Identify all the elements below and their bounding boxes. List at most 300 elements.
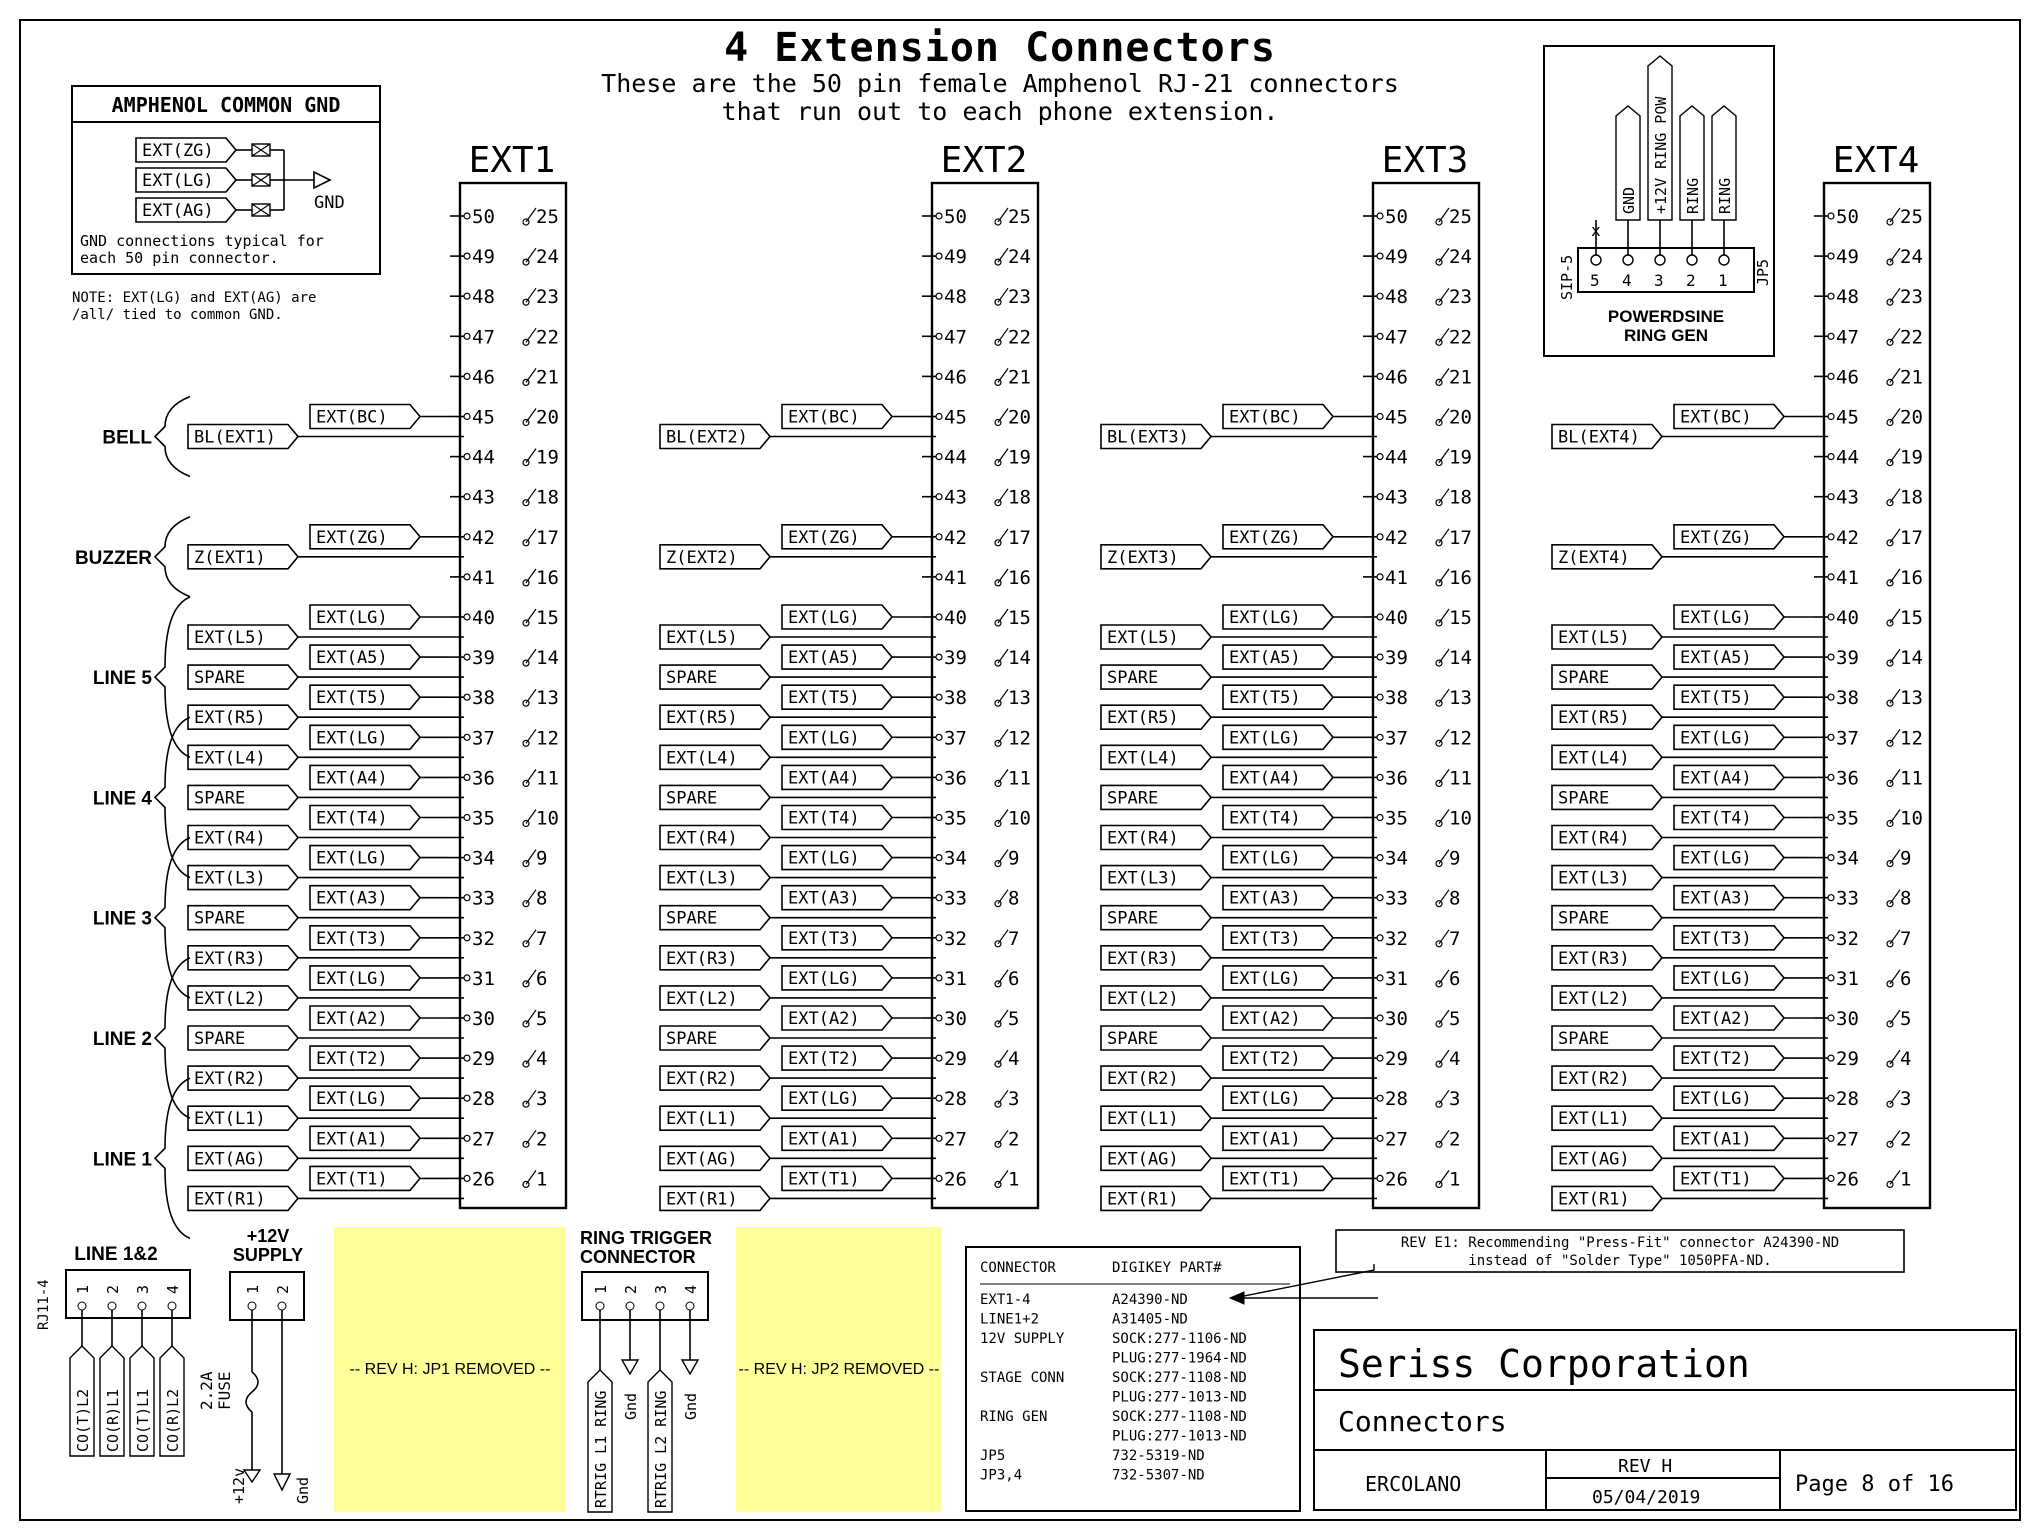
signal-label-3-39-text: EXT(A5) — [1680, 648, 1752, 669]
pin-number: 34 — [1385, 847, 1408, 870]
ring-gen-pin — [1687, 255, 1697, 265]
signal-label-0-q13-text: EXT(R5) — [194, 708, 266, 729]
pin-stub — [1890, 850, 1900, 864]
pin-number: 47 — [1836, 326, 1859, 349]
group-bracket — [155, 597, 190, 757]
pin-number: 15 — [1008, 607, 1031, 629]
pin-stub — [526, 609, 536, 623]
pin-number: 36 — [1385, 767, 1408, 790]
pin-stub — [1439, 649, 1449, 663]
ring-gen-left: SIP-5 — [1558, 254, 1576, 300]
pin-stub — [526, 850, 536, 864]
date: 05/04/2019 — [1592, 1487, 1701, 1508]
pin-number: 29 — [944, 1048, 967, 1071]
fuse-label: 2.2A — [197, 1371, 216, 1410]
pin-number: 34 — [944, 847, 967, 870]
pin-dot — [1377, 1095, 1383, 1101]
pin-number: 45 — [944, 406, 967, 429]
pin-number: 17 — [1900, 526, 1923, 549]
pin-dot — [936, 1055, 942, 1061]
pin-stub — [526, 569, 536, 583]
pin-dot — [464, 734, 470, 740]
pin-number: 33 — [1836, 887, 1859, 910]
pin-number: 6 — [1008, 967, 1020, 990]
pin-stub — [998, 1010, 1008, 1024]
pin-number: 22 — [1008, 326, 1031, 349]
pin-number: 27 — [944, 1128, 967, 1151]
pin-dot — [1828, 333, 1834, 339]
pin-number: 35 — [944, 807, 967, 830]
pin-stub — [1890, 609, 1900, 623]
signal-label-1-38-text: EXT(T5) — [788, 688, 860, 709]
signal-label-2-29-text: EXT(T2) — [1229, 1049, 1301, 1070]
ring-trigger-gnd: Gnd — [622, 1392, 640, 1420]
pin-dot — [936, 494, 942, 500]
parts-header: CONNECTOR — [980, 1260, 1056, 1276]
pin-dot — [1377, 414, 1383, 420]
pin-number: 18 — [1008, 486, 1031, 509]
pin-stub — [1890, 729, 1900, 743]
pin-number: 14 — [1449, 647, 1472, 670]
pin-number: 31 — [1385, 967, 1408, 990]
line12-pin: 3 — [134, 1284, 152, 1294]
pin-dot — [1828, 614, 1834, 620]
signal-label-0-q17-text: Z(EXT1) — [194, 547, 266, 568]
pin-dot — [464, 373, 470, 379]
ring-gen-signal-text: +12V RING POW — [1652, 96, 1670, 214]
pin-number: 24 — [1449, 246, 1472, 269]
pin-dot — [1377, 895, 1383, 901]
pin-number: 40 — [1836, 607, 1859, 629]
supply-pos: +12v — [230, 1467, 248, 1504]
pin-number: 19 — [1449, 446, 1472, 469]
signal-label-3-q6-text: EXT(L2) — [1558, 988, 1630, 1009]
group-label-line-5: LINE 5 — [92, 668, 152, 690]
pin-number: 18 — [1900, 486, 1923, 509]
page-title: 4 Extension Connectors — [724, 25, 1276, 71]
pin-number: 16 — [1008, 566, 1031, 589]
pin-stub — [998, 850, 1008, 864]
pin-number: 37 — [1836, 727, 1859, 750]
signal-label-0-q12-text: EXT(L4) — [194, 748, 266, 769]
pin-dot — [464, 213, 470, 219]
pin-number: 9 — [1449, 847, 1461, 870]
signal-label-2-27-text: EXT(A1) — [1229, 1129, 1301, 1150]
signal-label-2-39-text: EXT(A5) — [1229, 648, 1301, 669]
pin-number: 2 — [1900, 1128, 1912, 1151]
signal-label-3-35-text: EXT(T4) — [1680, 808, 1752, 829]
gnd-note: NOTE: EXT(LG) and EXT(AG) are — [72, 290, 317, 306]
ring-trigger-title: RING TRIGGER — [580, 1228, 713, 1248]
pin-number: 30 — [1385, 1008, 1408, 1030]
pin-number: 17 — [1449, 526, 1472, 549]
signal-label-1-30-text: EXT(A2) — [788, 1009, 860, 1029]
pin-number: 26 — [1385, 1168, 1408, 1191]
signal-label-2-32-text: EXT(T3) — [1229, 928, 1301, 949]
pin-dot — [1377, 855, 1383, 861]
parts-cell: JP5 — [980, 1448, 1006, 1464]
pin-stub — [1439, 729, 1449, 743]
pin-stub — [998, 1050, 1008, 1064]
parts-header: DIGIKEY PART# — [1112, 1260, 1222, 1276]
pin-number: 18 — [536, 486, 559, 509]
group-bracket — [155, 1078, 190, 1238]
pin-number: 39 — [944, 647, 967, 670]
pin-number: 38 — [472, 687, 495, 710]
pin-number: 23 — [1008, 286, 1031, 309]
pin-dot — [936, 774, 942, 780]
pin-number: 10 — [1449, 807, 1472, 830]
pin-number: 12 — [536, 727, 559, 750]
pin-number: 45 — [1836, 406, 1859, 429]
pin-number: 46 — [1836, 366, 1859, 389]
signal-label-3-q7-text: EXT(R3) — [1558, 948, 1630, 969]
pin-number: 32 — [472, 927, 495, 950]
pin-stub — [1439, 1010, 1449, 1024]
signal-label-2-q10-text: EXT(R4) — [1107, 828, 1179, 849]
pin-dot — [464, 855, 470, 861]
signal-label-3-q8-text: SPARE — [1558, 908, 1610, 929]
pin-number: 21 — [1900, 366, 1923, 389]
pin-dot — [936, 734, 942, 740]
group-label-line-2: LINE 2 — [92, 1029, 152, 1050]
ring-gen-signal-text: RING — [1684, 177, 1702, 214]
gnd-label: GND — [314, 193, 345, 213]
parts-cell: LINE1+2 — [980, 1311, 1040, 1328]
ring-gen-nc: x — [1591, 221, 1601, 240]
revision: REV H — [1618, 1456, 1673, 1477]
signal-label-3-40-text: EXT(LG) — [1680, 608, 1752, 628]
signal-label-2-q15-text: EXT(L5) — [1107, 628, 1179, 648]
pin-number: 24 — [1900, 246, 1923, 269]
pin-number: 21 — [536, 366, 559, 389]
pin-number: 17 — [536, 526, 559, 549]
group-label-bell: BELL — [102, 427, 152, 449]
pin-dot — [464, 1175, 470, 1181]
pin-number: 30 — [1836, 1008, 1859, 1030]
signal-label-1-39-text: EXT(A5) — [788, 648, 860, 669]
pin-number: 19 — [536, 446, 559, 469]
pin-dot — [1377, 574, 1383, 580]
pin-number: 49 — [944, 246, 967, 269]
pin-number: 40 — [944, 607, 967, 629]
pin-stub — [998, 208, 1008, 222]
pin-dot — [936, 1095, 942, 1101]
pin-stub — [526, 769, 536, 783]
signal-label-1-q2-text: EXT(AG) — [666, 1149, 738, 1170]
ring-gen-signal-text: GND — [1620, 186, 1638, 214]
pin-stub — [526, 810, 536, 824]
pin-number: 14 — [1900, 647, 1923, 670]
signal-label-0-q10-text: EXT(R4) — [194, 828, 266, 849]
pin-number: 27 — [1385, 1128, 1408, 1151]
pin-dot — [1377, 935, 1383, 941]
pin-number: 27 — [472, 1128, 495, 1151]
signal-label-3-32-text: EXT(T3) — [1680, 928, 1752, 949]
signal-label-0-40-text: EXT(LG) — [316, 608, 388, 628]
signal-label-0-q11-text: SPARE — [194, 788, 246, 809]
pin-dot — [1828, 1055, 1834, 1061]
signal-label-0-42-text: EXT(ZG) — [316, 527, 388, 548]
pin-dot — [1377, 734, 1383, 740]
signal-label-2-q3-text: EXT(L1) — [1107, 1109, 1179, 1130]
pin-number: 18 — [1449, 486, 1472, 509]
pin-number: 47 — [944, 326, 967, 349]
pin-dot — [936, 1175, 942, 1181]
parts-cell: 12V SUPPLY — [980, 1331, 1065, 1347]
pin-dot — [464, 614, 470, 620]
pin-dot — [936, 333, 942, 339]
pin-dot — [1828, 1135, 1834, 1141]
signal-label-1-34-text: EXT(LG) — [788, 848, 860, 869]
pin-stub — [1439, 850, 1449, 864]
signal-label-1-28-text: EXT(LG) — [788, 1089, 860, 1110]
signal-label-3-q15-text: EXT(L5) — [1558, 628, 1630, 648]
signal-label-0-37-text: EXT(LG) — [316, 728, 388, 749]
pin-number: 38 — [944, 687, 967, 710]
pin-dot — [936, 614, 942, 620]
pin-stub — [1439, 890, 1449, 904]
pin-number: 28 — [944, 1088, 967, 1111]
pin-dot — [1377, 373, 1383, 379]
pin-number: 33 — [472, 887, 495, 910]
group-label-line-1: LINE 1 — [92, 1149, 152, 1171]
pin-stub — [1439, 328, 1449, 342]
signal-label-3-q10-text: EXT(R4) — [1558, 828, 1630, 849]
pin-dot — [464, 574, 470, 580]
signal-label-1-42-text: EXT(ZG) — [788, 527, 860, 548]
pin-number: 22 — [536, 326, 559, 349]
pin-number: 36 — [472, 767, 495, 790]
pin-number: 11 — [1008, 767, 1031, 790]
pin-number: 48 — [472, 286, 495, 309]
pin-number: 28 — [1385, 1088, 1408, 1111]
signal-label-1-q14-text: SPARE — [666, 668, 718, 689]
signal-label-1-26-text: EXT(T1) — [788, 1169, 860, 1190]
pin-number: 42 — [944, 526, 967, 549]
pin-number: 39 — [472, 647, 495, 670]
signal-label-0-27-text: EXT(A1) — [316, 1129, 388, 1150]
supply-title: +12V — [246, 1226, 290, 1246]
pin-number: 11 — [1900, 767, 1923, 790]
signal-label-2-q7-text: EXT(R3) — [1107, 948, 1179, 969]
pin-number: 48 — [1385, 286, 1408, 309]
pin-number: 41 — [1836, 566, 1859, 589]
signal-label-0-35-text: EXT(T4) — [316, 808, 388, 829]
signal-label-3-28-text: EXT(LG) — [1680, 1089, 1752, 1110]
pin-number: 15 — [1900, 607, 1923, 629]
signal-label-1-q1-text: EXT(R1) — [666, 1189, 738, 1210]
pin-stub — [1890, 489, 1900, 503]
pin-dot — [936, 213, 942, 219]
parts-cell: EXT1-4 — [980, 1292, 1031, 1308]
parts-cell: SOCK:277-1106-ND — [1112, 1331, 1247, 1347]
pin-dot — [1828, 734, 1834, 740]
pin-dot — [936, 534, 942, 540]
pin-dot — [1377, 253, 1383, 259]
pin-number: 43 — [1385, 486, 1408, 509]
signal-label-3-45-text: EXT(BC) — [1680, 407, 1752, 428]
signal-label-2-33-text: EXT(A3) — [1229, 888, 1301, 909]
pin-number: 6 — [536, 967, 548, 990]
signal-label-0-q1-text: EXT(R1) — [194, 1189, 266, 1210]
connector-title-ext3: EXT3 — [1381, 140, 1469, 181]
supply-gnd: Gnd — [294, 1476, 312, 1504]
signal-label-2-q1-text: EXT(R1) — [1107, 1189, 1179, 1210]
pin-dot — [1377, 614, 1383, 620]
pin-number: 40 — [472, 607, 495, 629]
pin-stub — [1890, 1130, 1900, 1144]
connector-title-ext4: EXT4 — [1832, 140, 1920, 181]
pin-dot — [1377, 1055, 1383, 1061]
ring-gen-pin-num: 4 — [1622, 271, 1632, 290]
signal-label-0-q2-text: EXT(AG) — [194, 1149, 266, 1170]
pin-stub — [1890, 810, 1900, 824]
pin-stub — [1890, 328, 1900, 342]
pin-dot — [1377, 534, 1383, 540]
signal-label-0-45-text: EXT(BC) — [316, 407, 388, 428]
pin-stub — [526, 288, 536, 302]
pin-number: 43 — [1836, 486, 1859, 509]
ring-gen-pin-num: 3 — [1654, 271, 1664, 290]
signal-label-2-q11-text: SPARE — [1107, 788, 1159, 809]
pin-number: 2 — [536, 1128, 548, 1151]
pin-dot — [1828, 534, 1834, 540]
pin-stub — [998, 288, 1008, 302]
pin-number: 22 — [1900, 326, 1923, 349]
pin-number: 24 — [1008, 246, 1031, 269]
signal-label-3-q13-text: EXT(R5) — [1558, 708, 1630, 729]
pin-number: 15 — [536, 607, 559, 629]
pin-number: 6 — [1449, 967, 1461, 990]
pin-stub — [1890, 248, 1900, 262]
pin-stub — [1439, 769, 1449, 783]
pin-number: 37 — [472, 727, 495, 750]
line12-dot — [168, 1302, 176, 1310]
pin-number: 10 — [536, 807, 559, 830]
pin-number: 21 — [1449, 366, 1472, 389]
pin-dot — [464, 454, 470, 460]
pin-number: 25 — [1008, 206, 1031, 228]
signal-label-1-40-text: EXT(LG) — [788, 608, 860, 628]
parts-cell: JP3,4 — [980, 1467, 1023, 1484]
pin-number: 47 — [472, 326, 495, 349]
pin-number: 5 — [536, 1008, 548, 1030]
pin-number: 16 — [1449, 566, 1472, 589]
pin-number: 29 — [472, 1048, 495, 1071]
pin-number: 25 — [536, 206, 559, 228]
signal-label-3-37-text: EXT(LG) — [1680, 728, 1752, 749]
pin-stub — [998, 1170, 1008, 1184]
parts-cell: A24390-ND — [1112, 1292, 1188, 1308]
pin-number: 46 — [944, 366, 967, 389]
gnd-caption: GND connections typical for — [80, 232, 324, 250]
pin-stub — [1439, 930, 1449, 944]
pin-dot — [464, 333, 470, 339]
common-gnd-pin-0-text: EXT(ZG) — [142, 141, 214, 161]
pin-number: 3 — [1900, 1088, 1912, 1111]
signal-label-0-33-text: EXT(A3) — [316, 888, 388, 909]
signal-label-3-31-text: EXT(LG) — [1680, 968, 1752, 989]
connector-title-ext2: EXT2 — [940, 140, 1028, 181]
signal-label-3-33-text: EXT(A3) — [1680, 888, 1752, 909]
signal-label-1-31-text: EXT(LG) — [788, 968, 860, 989]
pin-stub — [998, 409, 1008, 423]
pin-number: 23 — [1900, 286, 1923, 309]
pin-dot — [464, 774, 470, 780]
line12-pin: 2 — [104, 1284, 122, 1294]
signal-label-0-38-text: EXT(T5) — [316, 688, 388, 709]
signal-label-3-27-text: EXT(A1) — [1680, 1129, 1752, 1150]
pin-number: 45 — [472, 406, 495, 429]
pin-stub — [526, 248, 536, 262]
signal-label-1-37-text: EXT(LG) — [788, 728, 860, 749]
pin-stub — [1890, 208, 1900, 222]
pin-dot — [1828, 1175, 1834, 1181]
pin-dot — [464, 815, 470, 821]
pin-dot — [464, 494, 470, 500]
ring-trigger-dot — [656, 1302, 664, 1310]
pin-number: 32 — [1836, 927, 1859, 950]
signal-label-2-q14-text: SPARE — [1107, 668, 1159, 689]
pin-stub — [526, 1170, 536, 1184]
ring-trigger-title: CONNECTOR — [580, 1247, 696, 1267]
pin-number: 4 — [1900, 1048, 1912, 1071]
pin-dot — [1828, 253, 1834, 259]
pin-number: 45 — [1385, 406, 1408, 429]
pin-number: 50 — [1836, 206, 1859, 228]
signal-label-3-26-text: EXT(T1) — [1680, 1169, 1752, 1190]
pin-number: 16 — [536, 566, 559, 589]
gnd-symbol — [274, 1474, 290, 1490]
signal-label-0-26-text: EXT(T1) — [316, 1169, 388, 1190]
pin-dot — [464, 253, 470, 259]
rev-arrowhead — [1230, 1292, 1244, 1304]
pin-number: 44 — [472, 446, 495, 469]
pin-number: 1 — [1900, 1168, 1912, 1191]
pin-number: 16 — [1900, 566, 1923, 589]
pin-dot — [936, 253, 942, 259]
project-name: ERCOLANO — [1365, 1472, 1462, 1496]
pin-dot — [464, 1135, 470, 1141]
parts-cell: STAGE CONN — [980, 1370, 1065, 1386]
signal-label-2-45-text: EXT(BC) — [1229, 407, 1301, 428]
revision-note: REV E1: Recommending "Press-Fit" connector A24390-ND instead of "Solder Type" 1050PFA-ND. — [1400, 1235, 1840, 1269]
gnd-symbol — [622, 1360, 638, 1374]
pin-number: 47 — [1385, 326, 1408, 349]
signal-label-2-q6-text: EXT(L2) — [1107, 988, 1179, 1009]
signal-label-3-q20-text: BL(EXT4) — [1558, 427, 1640, 448]
supply-box — [230, 1272, 304, 1320]
group-bracket — [155, 397, 190, 477]
pin-number: 23 — [1449, 286, 1472, 309]
pin-number: 35 — [472, 807, 495, 830]
pin-dot — [1377, 213, 1383, 219]
signal-label-2-36-text: EXT(A4) — [1229, 768, 1301, 789]
pin-number: 19 — [1008, 446, 1031, 469]
pin-number: 4 — [1008, 1048, 1020, 1071]
pin-stub — [1439, 529, 1449, 543]
pin-stub — [1439, 1130, 1449, 1144]
signal-label-3-q17-text: Z(EXT4) — [1558, 547, 1630, 568]
pin-number: 41 — [472, 566, 495, 589]
pin-number: 32 — [944, 927, 967, 950]
pin-stub — [1439, 609, 1449, 623]
page-number: Page 8 of 16 — [1795, 1472, 1954, 1497]
parts-cell: 732-5319-ND — [1112, 1448, 1205, 1464]
pin-number: 38 — [1836, 687, 1859, 710]
pin-number: 15 — [1449, 607, 1472, 629]
